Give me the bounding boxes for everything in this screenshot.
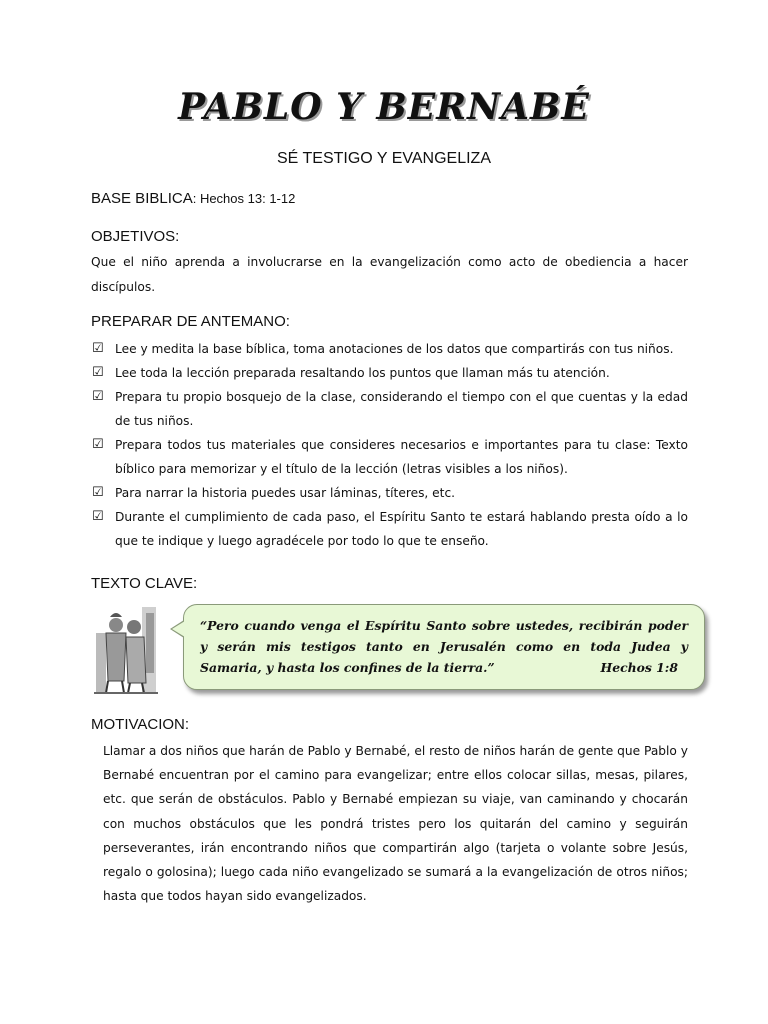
list-item: ☑ Lee y medita la base bíblica, toma anotaciones de los datos que compartirás con tus niños.	[91, 337, 688, 361]
page-subtitle: SÉ TESTIGO Y EVANGELIZA	[277, 150, 491, 167]
base-biblica-label: BASE BIBLICA	[91, 190, 193, 207]
objetivos-heading: OBJETIVOS:	[91, 228, 180, 245]
list-item: ☑ Prepara tu propio bosquejo de la clase, considerando el tiempo con el que cuentas y la edad de tus niños.	[91, 385, 688, 433]
base-biblica-value: : Hechos 13: 1-12	[192, 191, 296, 206]
preparar-heading: PREPARAR DE ANTEMANO:	[91, 313, 290, 330]
texto-clave-heading: TEXTO CLAVE:	[91, 575, 198, 592]
preparar-list	[91, 337, 688, 553]
list-item: ☑ Prepara todos tus materiales que consideres necesarios e importantes para tu clase: Texto bíblico para memorizar y el título de la lección (letras visibles a los niños).	[91, 433, 688, 481]
base-biblica	[91, 190, 295, 207]
list-item: ☑ Para narrar la historia puedes usar láminas, títeres, etc.	[91, 481, 688, 505]
check-arrow-icon: ☑	[92, 509, 104, 524]
list-item: ☑ Lee toda la lección preparada resaltando los puntos que llaman más tu atención.	[91, 361, 688, 385]
check-arrow-icon: ☑	[92, 437, 104, 452]
motivacion-text: Llamar a dos niños que harán de Pablo y Bernabé, el resto de niños harán de gente que Pablo y Bernabé encuentran por el camino para evangelizar; entre ellos colocar sillas, mesas, pilares, etc. que serán de obstáculos. Pablo y Bernabé empiezan su viaje, van caminando y chocarán con muchos obstáculos que les pondrá tristes pero los quitarán del camino y seguirán perseverantes, irán encontrando niños que compartirán algo (tarjeta o volante sobre Jesús, regalo o golosina); luego cada niño evangelizado se sumará a la evangelización de otros niños; hasta que todos hayan sido evangelizados.	[103, 744, 688, 904]
page-title: PABLO Y BERNABÉ	[178, 86, 590, 128]
key-verse-reference: Hechos 1:8	[600, 660, 678, 675]
key-verse-text	[200, 615, 688, 678]
objetivos-text: Que el niño aprenda a involucrarse en la evangelización como acto de obediencia a hacer discípulos.	[91, 255, 688, 294]
check-arrow-icon: ☑	[92, 341, 104, 356]
list-item: ☑ Durante el cumplimiento de cada paso, el Espíritu Santo te estará hablando presta oído a lo que te indique y luego agradécele por todo lo que te enseño.	[91, 505, 688, 553]
check-arrow-icon: ☑	[92, 485, 104, 500]
speech-bubble-tail-inner	[172, 621, 185, 637]
motivacion-heading: MOTIVACION:	[91, 716, 190, 733]
check-arrow-icon: ☑	[92, 389, 104, 404]
check-arrow-icon: ☑	[92, 365, 104, 380]
key-verse-quote: “Pero cuando venga el Espíritu Santo sobre ustedes, recibirán poder y serán mis testigos tanto en Jerusalén como en toda Judea y Samaria, y hasta los confines de la tierra.”	[200, 618, 688, 675]
two-apostles-walking-illustration	[94, 603, 158, 697]
